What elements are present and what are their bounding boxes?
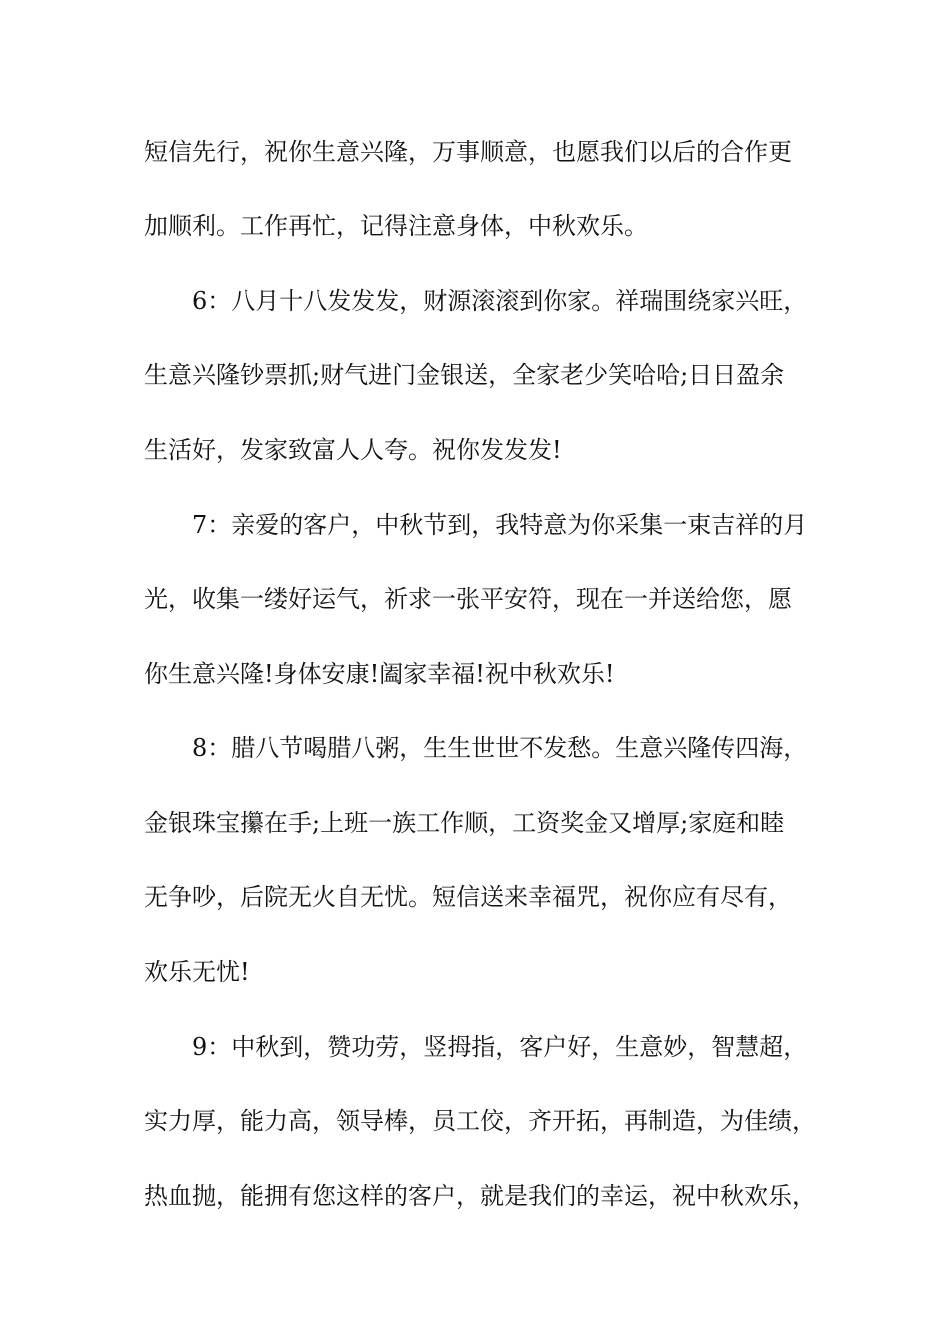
paragraph-7-line-2: 光，收集一缕好运气，祈求一张平安符，现在一并送给您，愿 <box>144 585 792 613</box>
paragraph-8-line-2: 金银珠宝攥在手;上班一族工作顺，工资奖金又增厚;家庭和睦 <box>144 809 785 837</box>
text-line-2: 加顺利。工作再忙，记得注意身体，中秋欢乐。 <box>144 212 648 240</box>
paragraph-6-line-1: 6：八月十八发发发，财源滚滚到你家。祥瑞围绕家兴旺， <box>192 287 808 315</box>
paragraph-6-line-3: 生活好，发家致富人人夸。祝你发发发! <box>144 436 562 464</box>
paragraph-8-line-1: 8：腊八节喝腊八粥，生生世世不发愁。生意兴隆传四海， <box>192 734 808 762</box>
paragraph-9-line-3: 热血抛，能拥有您这样的客户，就是我们的幸运，祝中秋欢乐， <box>144 1182 816 1210</box>
paragraph-8-line-3: 无争吵，后院无火自无忧。短信送来幸福咒，祝你应有尽有， <box>144 883 792 911</box>
paragraph-7-line-3: 你生意兴隆!身体安康!阖家幸福!祝中秋欢乐! <box>144 660 615 688</box>
paragraph-7-line-1: 7：亲爱的客户，中秋节到，我特意为你采集一束吉祥的月 <box>192 511 808 539</box>
paragraph-6-line-2: 生意兴隆钞票抓;财气进门金银送，全家老少笑哈哈;日日盈余 <box>144 361 785 389</box>
paragraph-9-line-2: 实力厚，能力高，领导棒，员工佼，齐开拓，再制造，为佳绩， <box>144 1107 816 1135</box>
paragraph-9-line-1: 9：中秋到，赞功劳，竖拇指，客户好，生意妙，智慧超， <box>192 1033 808 1061</box>
text-line-1: 短信先行，祝你生意兴隆，万事顺意，也愿我们以后的合作更 <box>144 138 792 166</box>
paragraph-8-line-4: 欢乐无忧! <box>144 958 250 986</box>
